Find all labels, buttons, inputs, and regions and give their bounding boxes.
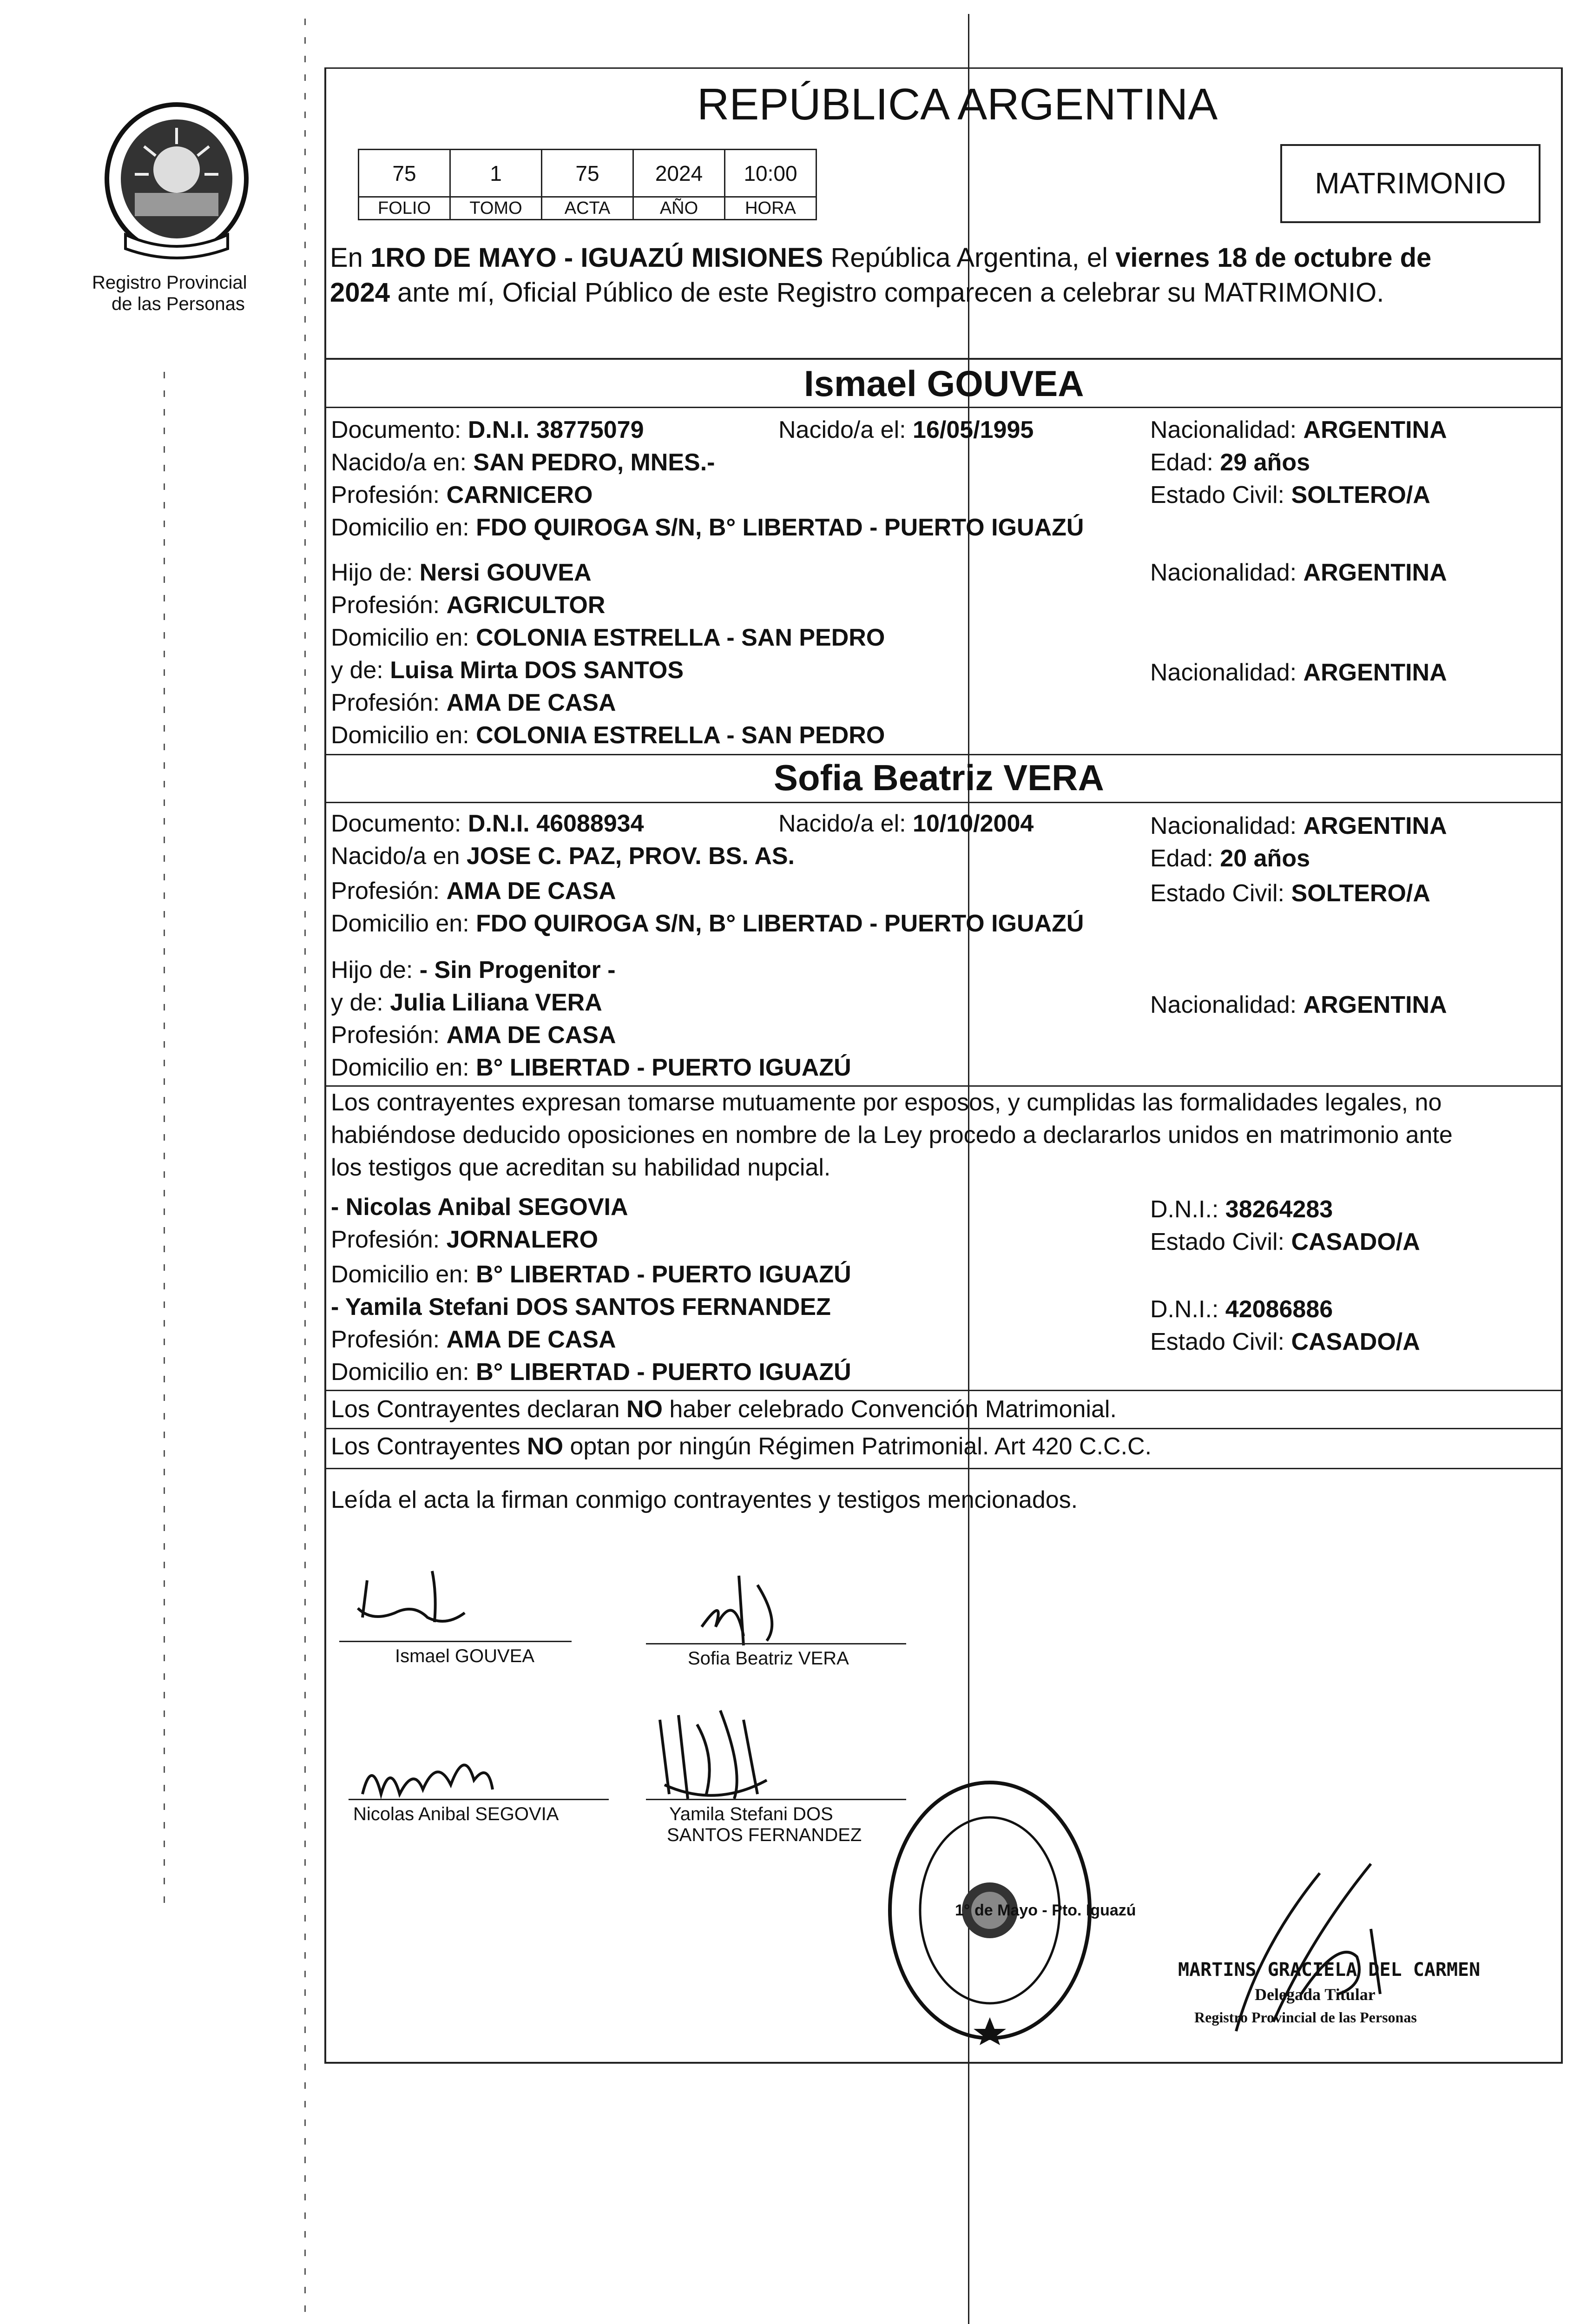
divider — [325, 1085, 1562, 1087]
tomo-label: TOMO — [449, 196, 542, 220]
spouse1-signature-label: Ismael GOUVEA — [395, 1646, 535, 1666]
acta-value: 75 — [541, 149, 634, 198]
spouse2-civil: Estado Civil: SOLTERO/A — [1150, 880, 1430, 907]
witness2-name: - Yamila Stefani DOS SANTOS FERNANDEZ — [331, 1294, 831, 1320]
divider — [325, 358, 1562, 360]
spouse1-mother-address: Domicilio en: COLONIA ESTRELLA - SAN PEDRO — [331, 722, 885, 749]
registry-caption-2: de las Personas — [112, 294, 245, 314]
divider — [325, 1428, 1562, 1429]
declaration-line-1: Los contrayentes expresan tomarse mutuamente por esposos, y cumplidas las formalidades legales, no — [331, 1089, 1442, 1116]
margin-dash-line — [304, 19, 306, 2324]
signature-line — [646, 1799, 906, 1800]
convention-line-2: Los Contrayentes NO optan por ningún Régimen Patrimonial. Art 420 C.C.C. — [331, 1433, 1152, 1460]
witness1-address: Domicilio en: B° LIBERTAD - PUERTO IGUAZÚ — [331, 1261, 851, 1288]
witness1-name: - Nicolas Anibal SEGOVIA — [331, 1194, 628, 1221]
divider — [325, 1468, 1562, 1469]
signature-line — [339, 1641, 572, 1642]
registry-logo — [84, 100, 270, 323]
witness1-civil: Estado Civil: CASADO/A — [1150, 1228, 1420, 1255]
spouse2-father: Hijo de: - Sin Progenitor - — [331, 957, 616, 984]
hora-label: HORA — [724, 196, 817, 220]
spouse2-mother-address: Domicilio en: B° LIBERTAD - PUERTO IGUAZÚ — [331, 1054, 851, 1081]
spouse2-address: Domicilio en: FDO QUIROGA S/N, B° LIBERTAD - PUERTO IGUAZÚ — [331, 910, 1084, 937]
spouse2-mother-nationality: Nacionalidad: ARGENTINA — [1150, 991, 1447, 1018]
act-type-box — [1280, 144, 1540, 223]
spouse2-signature-label: Sofia Beatriz VERA — [688, 1648, 849, 1669]
spouse1-birthplace: Nacido/a en: SAN PEDRO, MNES.- — [331, 449, 715, 476]
spouse2-signature-icon — [688, 1566, 799, 1659]
spouse2-age: Edad: 20 años — [1150, 845, 1310, 872]
page-title: REPÚBLICA ARGENTINA — [697, 79, 1218, 129]
witness2-civil: Estado Civil: CASADO/A — [1150, 1328, 1420, 1355]
misiones-emblem-icon — [98, 100, 256, 267]
spouse2-nationality: Nacionalidad: ARGENTINA — [1150, 812, 1447, 839]
spouse1-address: Domicilio en: FDO QUIROGA S/N, B° LIBERTAD - PUERTO IGUAZÚ — [331, 514, 1084, 541]
spouse2-birthplace: Nacido/a en JOSE C. PAZ, PROV. BS. AS. — [331, 843, 795, 870]
registry-caption-1: Registro Provincial — [92, 272, 247, 293]
intro-line-2: 2024 ante mí, Oficial Público de este Registro comparecen a celebrar su MATRIMONIO. — [330, 277, 1384, 308]
spouse1-civil: Estado Civil: SOLTERO/A — [1150, 482, 1430, 508]
spouse1-nationality: Nacionalidad: ARGENTINA — [1150, 416, 1447, 443]
spouse1-doc: Documento: D.N.I. 38775079 — [331, 416, 644, 443]
signature-line — [646, 1643, 906, 1644]
witness1-profession: Profesión: JORNALERO — [331, 1226, 599, 1253]
spouse1-mother-profession: Profesión: AMA DE CASA — [331, 689, 616, 716]
registry-number-box — [358, 149, 823, 223]
tomo-value: 1 — [449, 149, 542, 198]
divider — [325, 802, 1562, 803]
spouse1-mother-nationality: Nacionalidad: ARGENTINA — [1150, 659, 1447, 686]
anio-value: 2024 — [632, 149, 725, 198]
folio-value: 75 — [358, 149, 451, 198]
spouse2-mother: y de: Julia Liliana VERA — [331, 989, 602, 1016]
witness2-profession: Profesión: AMA DE CASA — [331, 1326, 616, 1353]
officer-office: Registro Provincial de las Personas — [1194, 2009, 1417, 2026]
hora-value: 10:00 — [724, 149, 817, 198]
witness1-signature-label: Nicolas Anibal SEGOVIA — [353, 1804, 559, 1824]
officer-name: MARTINS GRACIELA DEL CARMEN — [1178, 1959, 1481, 1981]
declaration-line-2: habiéndose deducido oposiciones en nombre de la Ley procedo a declararlos unidos en matrimonio ante — [331, 1122, 1453, 1149]
anio-label: AÑO — [632, 196, 725, 220]
spouse1-father-profession: Profesión: AGRICULTOR — [331, 592, 606, 619]
witness2-dni: D.N.I.: 42086886 — [1150, 1296, 1333, 1323]
witness1-dni: D.N.I.: 38264283 — [1150, 1196, 1333, 1223]
spouse2-mother-profession: Profesión: AMA DE CASA — [331, 1022, 616, 1049]
spouse2-profession: Profesión: AMA DE CASA — [331, 878, 616, 905]
spouse1-mother: y de: Luisa Mirta DOS SANTOS — [331, 657, 684, 684]
officer-role: Delegada Titular — [1255, 1985, 1376, 2004]
folio-label: FOLIO — [358, 196, 451, 220]
spouse2-doc: Documento: D.N.I. 46088934 — [331, 810, 644, 837]
margin-dash-line-left — [164, 372, 165, 1906]
spouse2-name: Sofia Beatriz VERA — [774, 757, 1104, 798]
signature-line — [349, 1799, 609, 1800]
witness1-signature-icon — [353, 1729, 502, 1808]
divider — [325, 1390, 1562, 1391]
spouse1-father-nationality: Nacionalidad: ARGENTINA — [1150, 559, 1447, 586]
spouse1-father-address: Domicilio en: COLONIA ESTRELLA - SAN PEDRO — [331, 624, 885, 651]
seal-inner-text: 1° de Mayo - Pto. Iguazú — [955, 1901, 1136, 1919]
closing-text: Leída el acta la firman conmigo contrayentes y testigos mencionados. — [331, 1486, 1078, 1513]
declaration-line-3: los testigos que acreditan su habilidad nupcial. — [331, 1154, 831, 1181]
spouse1-born: Nacido/a el: 16/05/1995 — [778, 416, 1034, 443]
witness2-signature-label-2: SANTOS FERNANDEZ — [667, 1825, 862, 1845]
convention-line-1: Los Contrayentes declaran NO haber celebrado Convención Matrimonial. — [331, 1396, 1117, 1423]
spouse1-age: Edad: 29 años — [1150, 449, 1310, 476]
spouse1-profession: Profesión: CARNICERO — [331, 482, 593, 508]
acta-label: ACTA — [541, 196, 634, 220]
divider — [325, 407, 1562, 408]
spouse1-father: Hijo de: Nersi GOUVEA — [331, 559, 592, 586]
witness2-signature-label-1: Yamila Stefani DOS — [669, 1804, 833, 1824]
witness2-address: Domicilio en: B° LIBERTAD - PUERTO IGUAZÚ — [331, 1359, 851, 1386]
spouse1-name: Ismael GOUVEA — [804, 363, 1084, 404]
spouse1-signature-icon — [353, 1552, 474, 1645]
spouse2-born: Nacido/a el: 10/10/2004 — [778, 810, 1034, 837]
divider — [325, 754, 1562, 755]
act-type: MATRIMONIO — [1315, 166, 1506, 200]
intro-line-1: En 1RO DE MAYO - IGUAZÚ MISIONES República Argentina, el viernes 18 de octubre de — [330, 243, 1432, 273]
